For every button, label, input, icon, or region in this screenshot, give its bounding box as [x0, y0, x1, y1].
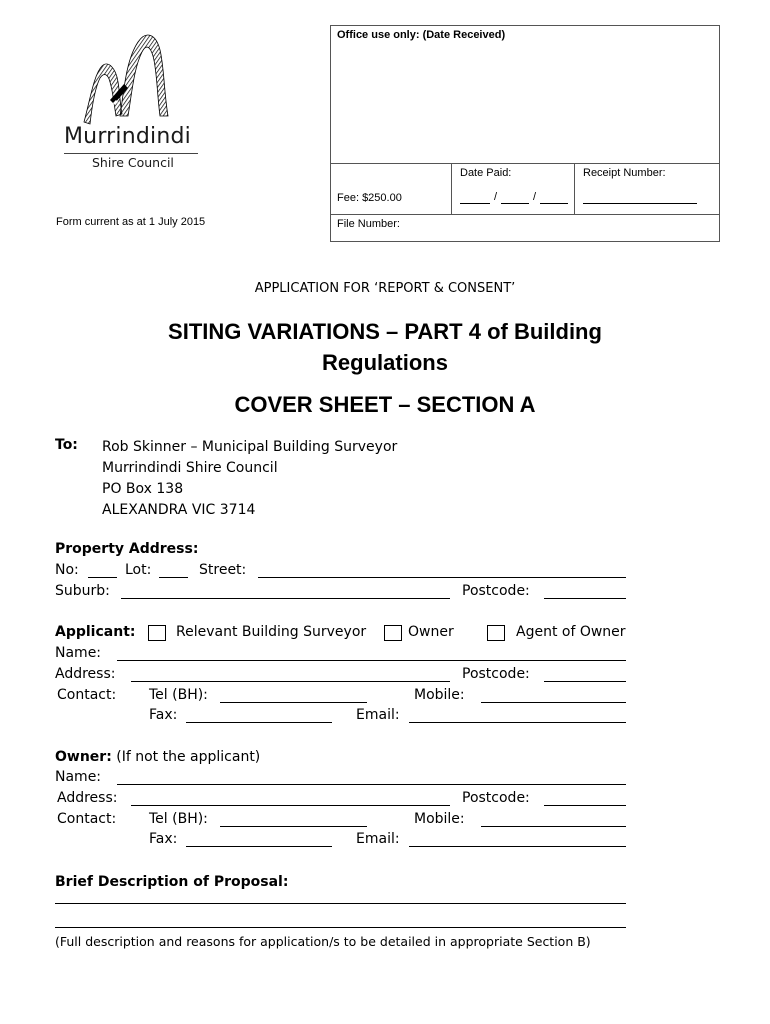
office-box-divider: [451, 163, 452, 214]
owner-contact-label: Contact:: [57, 811, 117, 827]
proposal-note: (Full description and reasons for application/s to be detailed in appropriate Section B): [55, 934, 591, 949]
applicant-name-field[interactable]: [117, 660, 626, 661]
logo-divider: [64, 153, 198, 154]
recipient-line: ALEXANDRA VIC 3714: [102, 502, 256, 518]
recipient-line: Murrindindi Shire Council: [102, 460, 278, 476]
recipient-address: [102, 437, 397, 521]
applicant-fax-field[interactable]: [186, 722, 332, 723]
applicant-email-label: Email:: [356, 707, 400, 723]
file-number-label: File Number:: [337, 218, 400, 230]
property-lot-field[interactable]: [159, 577, 188, 578]
owner-option-label: Owner: [408, 624, 454, 640]
relevant-building-surveyor-checkbox[interactable]: [148, 625, 166, 641]
owner-tel-label: Tel (BH):: [149, 811, 208, 827]
council-logo-mark: [80, 30, 205, 130]
applicant-fax-label: Fax:: [149, 707, 178, 723]
owner-address-label: Address:: [57, 790, 118, 806]
receipt-number-field[interactable]: [583, 203, 697, 204]
property-postcode-label: Postcode:: [462, 583, 530, 599]
recipient-line: Rob Skinner – Municipal Building Surveyor: [102, 439, 398, 455]
owner-heading-label: Owner:: [55, 749, 112, 765]
office-use-label: Office use only: (Date Received): [337, 29, 506, 41]
fee-label: Fee: $250.00: [337, 192, 402, 204]
page-title-line-1: SITING VARIATIONS – PART 4 of Building: [168, 319, 602, 344]
date-paid-year-field[interactable]: [540, 203, 568, 204]
property-street-field[interactable]: [258, 577, 626, 578]
date-separator: /: [494, 191, 498, 203]
owner-name-label: Name:: [55, 769, 102, 785]
property-lot-label: Lot:: [125, 562, 152, 578]
applicant-mobile-field[interactable]: [481, 702, 626, 703]
applicant-tel-field[interactable]: [220, 702, 367, 703]
property-postcode-field[interactable]: [544, 598, 626, 599]
form-current-date: Form current as at 1 July 2015: [56, 216, 206, 228]
owner-heading: [55, 749, 260, 765]
property-address-heading: Property Address:: [55, 541, 199, 557]
to-label: To:: [55, 437, 78, 453]
applicant-heading: Applicant:: [55, 624, 136, 640]
relevant-building-surveyor-label: Relevant Building Surveyor: [176, 624, 367, 640]
proposal-heading: Brief Description of Proposal:: [55, 874, 289, 890]
council-name: Murrindindi: [64, 124, 191, 149]
owner-postcode-label: Postcode:: [462, 790, 530, 806]
owner-checkbox[interactable]: [384, 625, 402, 641]
office-box-divider: [331, 163, 719, 164]
proposal-description-field[interactable]: [55, 903, 626, 904]
applicant-name-label: Name:: [55, 645, 102, 661]
owner-heading-note: (If not the applicant): [116, 749, 261, 765]
owner-tel-field[interactable]: [220, 826, 367, 827]
page-title: [0, 316, 770, 378]
section-title: COVER SHEET – SECTION A: [234, 392, 536, 417]
owner-fax-label: Fax:: [149, 831, 178, 847]
owner-mobile-field[interactable]: [481, 826, 626, 827]
applicant-mobile-label: Mobile:: [414, 687, 465, 703]
agent-of-owner-checkbox[interactable]: [487, 625, 505, 641]
applicant-tel-label: Tel (BH):: [149, 687, 208, 703]
owner-name-field[interactable]: [117, 784, 626, 785]
applicant-address-label: Address:: [55, 666, 116, 682]
receipt-number-label: Receipt Number:: [583, 167, 666, 179]
date-paid-label: Date Paid:: [460, 167, 512, 179]
page-title-line-2: Regulations: [322, 350, 448, 375]
office-box-divider: [574, 163, 575, 214]
date-paid-month-field[interactable]: [501, 203, 529, 204]
owner-email-label: Email:: [356, 831, 400, 847]
property-street-label: Street:: [199, 562, 247, 578]
application-type: APPLICATION FOR ‘REPORT & CONSENT’: [254, 281, 516, 296]
proposal-description-field[interactable]: [55, 927, 626, 928]
owner-email-field[interactable]: [409, 846, 626, 847]
owner-fax-field[interactable]: [186, 846, 332, 847]
recipient-line: PO Box 138: [102, 481, 184, 497]
property-suburb-label: Suburb:: [55, 583, 110, 599]
property-no-label: No:: [55, 562, 79, 578]
owner-postcode-field[interactable]: [544, 805, 626, 806]
property-no-field[interactable]: [88, 577, 117, 578]
owner-address-field[interactable]: [131, 805, 450, 806]
applicant-postcode-field[interactable]: [544, 681, 626, 682]
office-box-divider: [331, 214, 719, 215]
property-suburb-field[interactable]: [121, 598, 450, 599]
applicant-contact-label: Contact:: [57, 687, 117, 703]
applicant-postcode-label: Postcode:: [462, 666, 530, 682]
agent-of-owner-label: Agent of Owner: [516, 624, 626, 640]
date-separator: /: [533, 191, 537, 203]
applicant-address-field[interactable]: [131, 681, 450, 682]
applicant-email-field[interactable]: [409, 722, 626, 723]
council-subtitle: Shire Council: [92, 155, 174, 170]
date-paid-day-field[interactable]: [460, 203, 490, 204]
office-use-box: [330, 25, 720, 242]
owner-mobile-label: Mobile:: [414, 811, 465, 827]
